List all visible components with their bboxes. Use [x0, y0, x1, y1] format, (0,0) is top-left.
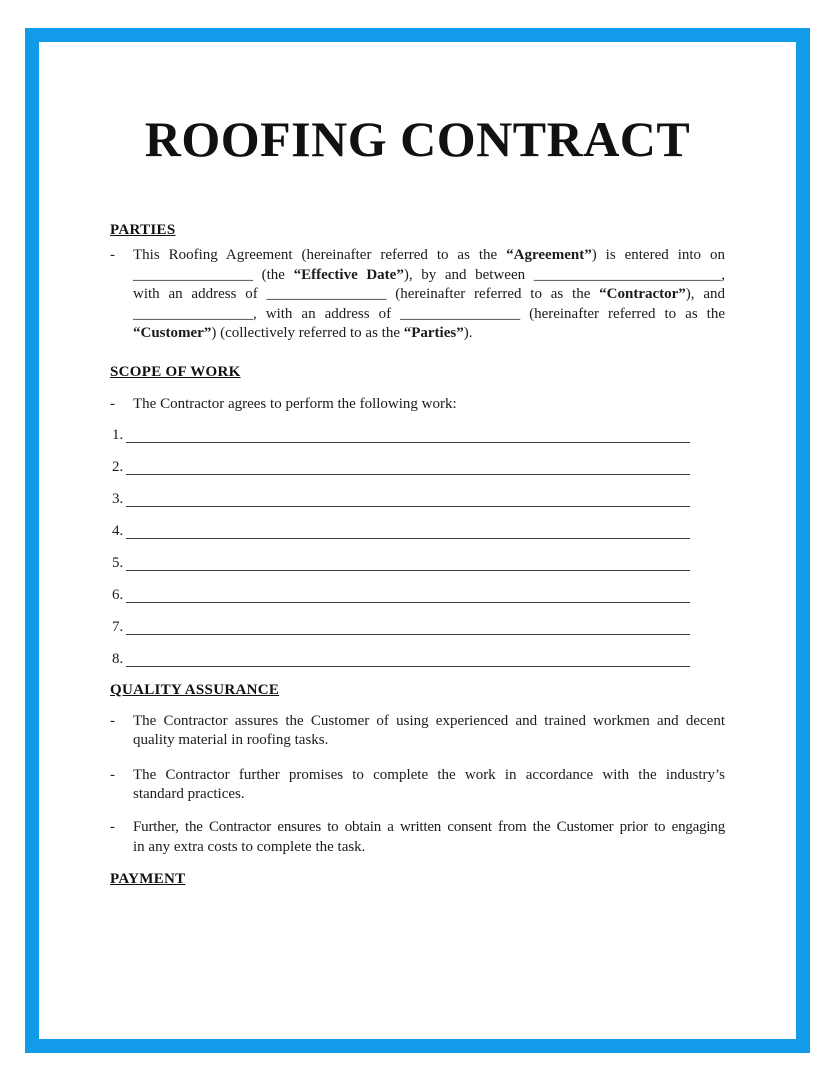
parties-lines	[133, 246, 725, 344]
scope-item-number: 3.	[112, 490, 124, 507]
scope-item	[112, 520, 690, 539]
bullet-dash: -	[110, 395, 115, 412]
blank-line	[126, 423, 690, 443]
scope-item	[112, 584, 690, 603]
paragraph-line: The Contractor further promises to complete the work in accordance with the industry’s	[133, 766, 725, 783]
scope-item-number: 8.	[112, 650, 124, 667]
quality-assurance-heading: QUALITY ASSURANCE	[110, 681, 280, 698]
bullet-dash: -	[110, 712, 115, 729]
paragraph-line: This Roofing Agreement (hereinafter referred to as the “Agreement”) is entered into on	[133, 247, 725, 263]
scope-intro-text: The Contractor agrees to perform the following work:	[133, 395, 457, 412]
paragraph-line: “Customer”) (collectively referred to as the “Parties”).	[133, 325, 473, 342]
bullet-dash: -	[110, 818, 115, 835]
scope-item	[112, 648, 690, 667]
blank-line	[126, 647, 690, 667]
paragraph-line: ________________ (the “Effective Date”), by and between _________________________,	[133, 266, 725, 283]
blank-line	[126, 583, 690, 603]
page-border	[25, 28, 810, 1053]
scope-item-number: 5.	[112, 554, 124, 571]
scope-item-number: 7.	[112, 618, 124, 635]
paragraph-line: ________________, with an address of ________________ (hereinafter referred to as the	[133, 305, 725, 322]
paragraph-line: with an address of ________________ (hereinafter referred to as the “Contractor”), and	[133, 286, 725, 303]
scope-item	[112, 456, 690, 475]
scope-item	[112, 488, 690, 507]
blank-line	[126, 455, 690, 475]
scope-item-number: 6.	[112, 586, 124, 603]
scope-item	[112, 616, 690, 635]
scope-item-list	[112, 424, 690, 667]
quality-bullet-list	[110, 712, 725, 858]
parties-paragraph	[110, 246, 725, 344]
paragraph-line: The Contractor assures the Customer of using experienced and trained workmen and decent	[133, 712, 725, 729]
parties-heading: PARTIES	[110, 222, 176, 238]
paragraph-line: standard practices.	[133, 786, 245, 803]
bullet-dash: -	[110, 766, 115, 783]
quality-bullet	[110, 712, 725, 751]
blank-line	[126, 551, 690, 571]
paragraph-line: quality material in roofing tasks.	[133, 732, 329, 749]
paragraph-line: in any extra costs to complete the task.	[133, 838, 366, 855]
paragraph-line: Further, the Contractor ensures to obtain a written consent from the Customer prior to engaging	[133, 818, 725, 835]
scope-intro-paragraph	[110, 395, 725, 415]
page-title: ROOFING CONTRACT	[144, 111, 691, 167]
bullet-dash: -	[110, 247, 115, 263]
scope-of-work-heading: SCOPE OF WORK	[110, 363, 241, 380]
scope-item-number: 4.	[112, 522, 124, 539]
quality-bullet	[110, 766, 725, 805]
quality-bullet	[110, 818, 725, 857]
scope-item-number: 1.	[112, 426, 124, 443]
document-content	[39, 111, 796, 889]
blank-line	[126, 519, 690, 539]
blank-line	[126, 487, 690, 507]
scope-item	[112, 552, 690, 571]
blank-line	[126, 615, 690, 635]
payment-heading: PAYMENT	[110, 871, 186, 888]
scope-item-number: 2.	[112, 458, 124, 475]
scope-item	[112, 424, 690, 443]
